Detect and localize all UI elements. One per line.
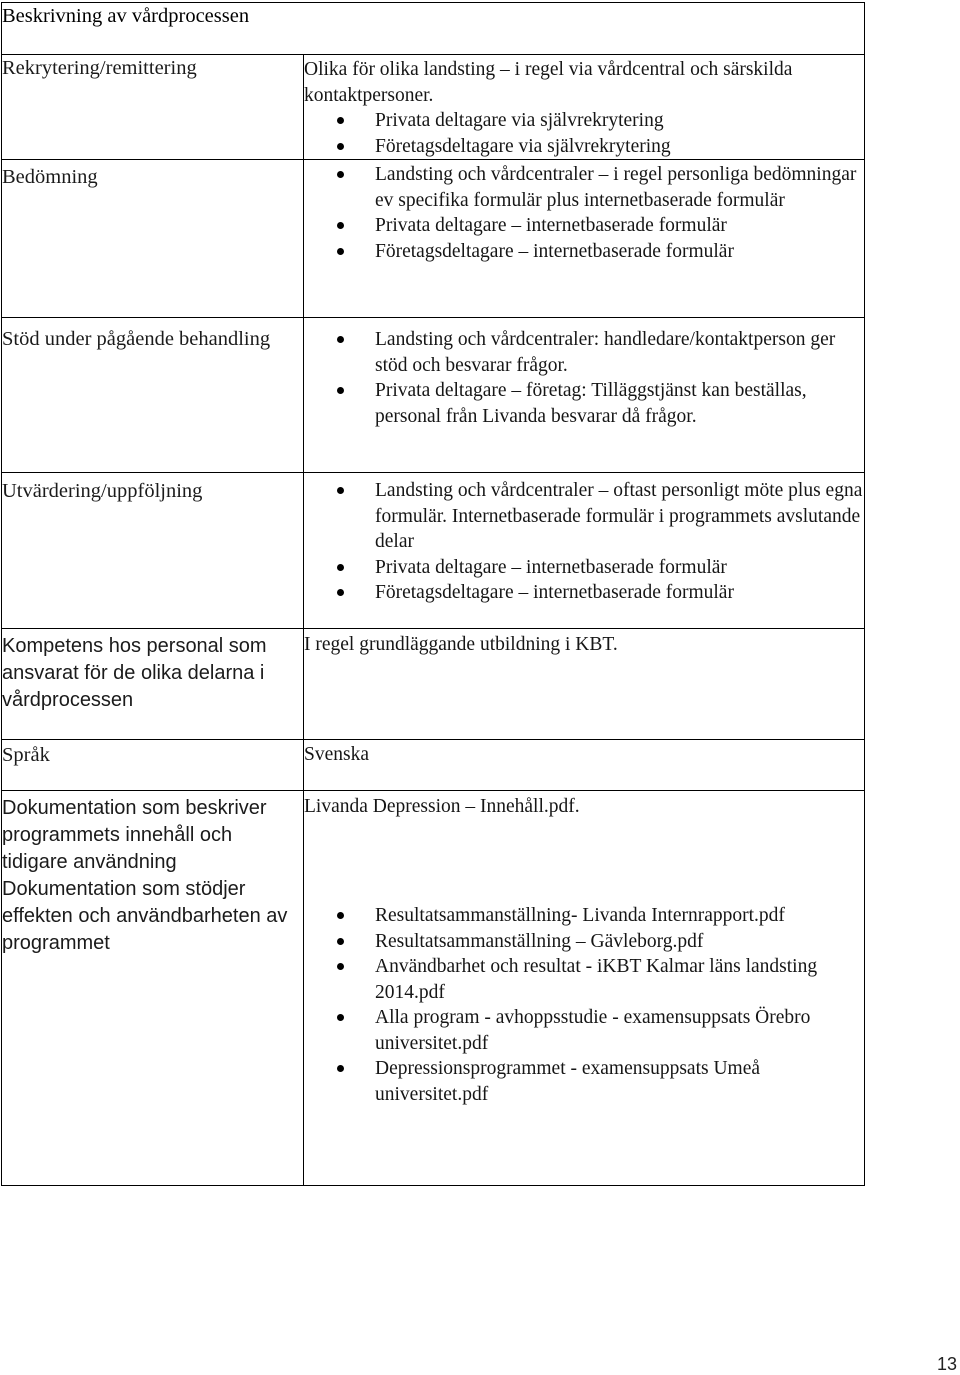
list-item: Privata deltagare – företag: Tilläggstjänst kan beställas, personal från Livanda besvarar då frågor. (304, 378, 864, 429)
bullet-list (304, 478, 864, 606)
bullet-list (304, 108, 864, 159)
row-label-support: Stöd under pågående behandling (2, 318, 304, 473)
page-number: 13 (937, 1354, 958, 1374)
list-item: Företagsdeltagare – internetbaserade formulär (304, 580, 864, 606)
bullet-list (304, 903, 864, 1107)
row-label-documentation (2, 791, 304, 1186)
list-item: Användbarhet och resultat - iKBT Kalmar läns landsting 2014.pdf (304, 954, 864, 1005)
list-item: Alla program - avhoppsstudie - examensuppsats Örebro universitet.pdf (304, 1005, 864, 1056)
row-label-competence: Kompetens hos personal som ansvarat för de olika delarna i vårdprocessen (2, 629, 304, 740)
documentation-description-label: Dokumentation som beskriver programmets innehåll och tidigare användning (2, 797, 267, 873)
row-value-evaluation (304, 473, 865, 629)
documentation-link: Livanda Depression – Innehåll.pdf. (304, 796, 580, 817)
row-text: Olika för olika landsting – i regel via vårdcentral och särskilda kontaktpersoner. (304, 59, 793, 106)
list-item: Landsting och vårdcentraler – oftast personligt möte plus egna formulär. Internetbaserade formulär i programmets avslutande delar (304, 478, 864, 555)
row-label-evaluation: Utvärdering/uppföljning (2, 473, 304, 629)
list-item: Resultatsammanställning- Livanda Internrapport.pdf (304, 903, 864, 929)
list-item: Landsting och vårdcentraler – i regel personliga bedömningar ev specifika formulär plus internetbaserade formulär (304, 162, 864, 213)
list-item: Privata deltagare – internetbaserade formulär (304, 555, 864, 581)
documentation-effect-label: Dokumentation som stödjer effekten och användbarheten av programmet (2, 878, 288, 954)
row-value-support (304, 318, 865, 473)
list-item: Privata deltagare – internetbaserade formulär (304, 213, 864, 239)
list-item: Företagsdeltagare via självrekrytering (304, 134, 864, 160)
row-value-recruitment (304, 55, 865, 160)
bullet-list (304, 327, 864, 429)
row-value-documentation (304, 791, 865, 1186)
bullet-list (304, 162, 864, 264)
row-value-assessment (304, 160, 865, 318)
row-value-competence: I regel grundläggande utbildning i KBT. (304, 629, 865, 740)
row-label-language: Språk (2, 740, 304, 791)
care-process-table (1, 2, 865, 1186)
list-item: Resultatsammanställning – Gävleborg.pdf (304, 929, 864, 955)
row-label-assessment: Bedömning (2, 160, 304, 318)
row-label-recruitment: Rekrytering/remittering (2, 55, 304, 160)
list-item: Depressionsprogrammet - examensuppsats Umeå universitet.pdf (304, 1056, 864, 1107)
table-heading: Beskrivning av vårdprocessen (2, 3, 865, 55)
list-item: Privata deltagare via självrekrytering (304, 108, 864, 134)
row-value-language: Svenska (304, 740, 865, 791)
list-item: Landsting och vårdcentraler: handledare/kontaktperson ger stöd och besvarar frågor. (304, 327, 864, 378)
list-item: Företagsdeltagare – internetbaserade formulär (304, 239, 864, 265)
